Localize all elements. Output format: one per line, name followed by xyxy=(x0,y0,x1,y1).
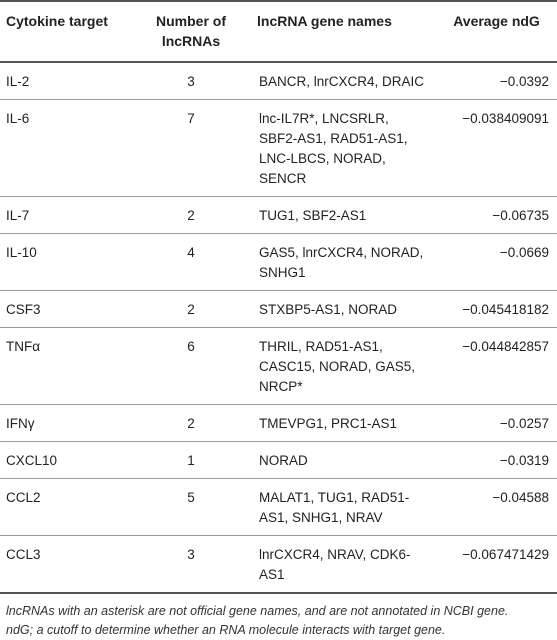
table-header-row xyxy=(0,1,557,62)
header-number-of-lncrnas: Number of lncRNAs xyxy=(131,1,251,62)
table-footnote xyxy=(0,594,557,640)
table-row xyxy=(0,62,557,100)
cell-genes: lnc-IL7R*, LNCSRLR, SBF2-AS1, RAD51-AS1, LNC-LBCS, NORAD, SENCR xyxy=(251,100,436,197)
cell-avg: −0.044842857 xyxy=(436,328,557,405)
cell-avg: −0.038409091 xyxy=(436,100,557,197)
cell-target: TNFα xyxy=(0,328,131,405)
cell-genes: MALAT1, TUG1, RAD51-AS1, SNHG1, NRAV xyxy=(251,479,436,536)
cell-avg: −0.06735 xyxy=(436,197,557,234)
cell-avg: −0.0319 xyxy=(436,442,557,479)
cell-avg: −0.04588 xyxy=(436,479,557,536)
cell-count: 3 xyxy=(131,62,251,100)
cell-genes: GAS5, lnrCXCR4, NORAD, SNHG1 xyxy=(251,234,436,291)
cell-target: IL-2 xyxy=(0,62,131,100)
cell-genes: TUG1, SBF2-AS1 xyxy=(251,197,436,234)
table-row xyxy=(0,197,557,234)
cell-count: 4 xyxy=(131,234,251,291)
table-row xyxy=(0,100,557,197)
cell-genes: NORAD xyxy=(251,442,436,479)
cell-count: 2 xyxy=(131,197,251,234)
cell-count: 6 xyxy=(131,328,251,405)
table-row xyxy=(0,536,557,594)
cell-avg: −0.0392 xyxy=(436,62,557,100)
cell-target: IL-7 xyxy=(0,197,131,234)
cell-count: 2 xyxy=(131,405,251,442)
cell-target: CCL3 xyxy=(0,536,131,594)
cell-avg: −0.045418182 xyxy=(436,291,557,328)
cell-target: CSF3 xyxy=(0,291,131,328)
cell-count: 7 xyxy=(131,100,251,197)
cell-genes: STXBP5-AS1, NORAD xyxy=(251,291,436,328)
cell-genes: BANCR, lnrCXCR4, DRAIC xyxy=(251,62,436,100)
table-row xyxy=(0,234,557,291)
table-row xyxy=(0,405,557,442)
cell-avg: −0.067471429 xyxy=(436,536,557,594)
table-row xyxy=(0,479,557,536)
cell-target: IL-6 xyxy=(0,100,131,197)
cell-target: CXCL10 xyxy=(0,442,131,479)
table-row xyxy=(0,442,557,479)
header-average-ndg: Average ndG xyxy=(436,1,557,62)
cell-count: 2 xyxy=(131,291,251,328)
cell-count: 5 xyxy=(131,479,251,536)
table-row xyxy=(0,328,557,405)
cell-count: 3 xyxy=(131,536,251,594)
cell-avg: −0.0257 xyxy=(436,405,557,442)
cell-genes: lnrCXCR4, NRAV, CDK6-AS1 xyxy=(251,536,436,594)
cell-avg: −0.0669 xyxy=(436,234,557,291)
footnote-asterisk: lncRNAs with an asterisk are not official gene names, and are not annotated in NCBI gene. xyxy=(6,604,509,618)
cell-target: IFNγ xyxy=(0,405,131,442)
cell-genes: TMEVPG1, PRC1-AS1 xyxy=(251,405,436,442)
table-row xyxy=(0,291,557,328)
cell-count: 1 xyxy=(131,442,251,479)
cell-target: IL-10 xyxy=(0,234,131,291)
header-lncrna-gene-names: lncRNA gene names xyxy=(251,1,436,62)
cell-genes: THRIL, RAD51-AS1, CASC15, NORAD, GAS5, NRCP* xyxy=(251,328,436,405)
header-cytokine-target: Cytokine target xyxy=(0,1,131,62)
footnote-ndg: ndG; a cutoff to determine whether an RNA molecule interacts with target gene. xyxy=(6,623,446,637)
cell-target: CCL2 xyxy=(0,479,131,536)
